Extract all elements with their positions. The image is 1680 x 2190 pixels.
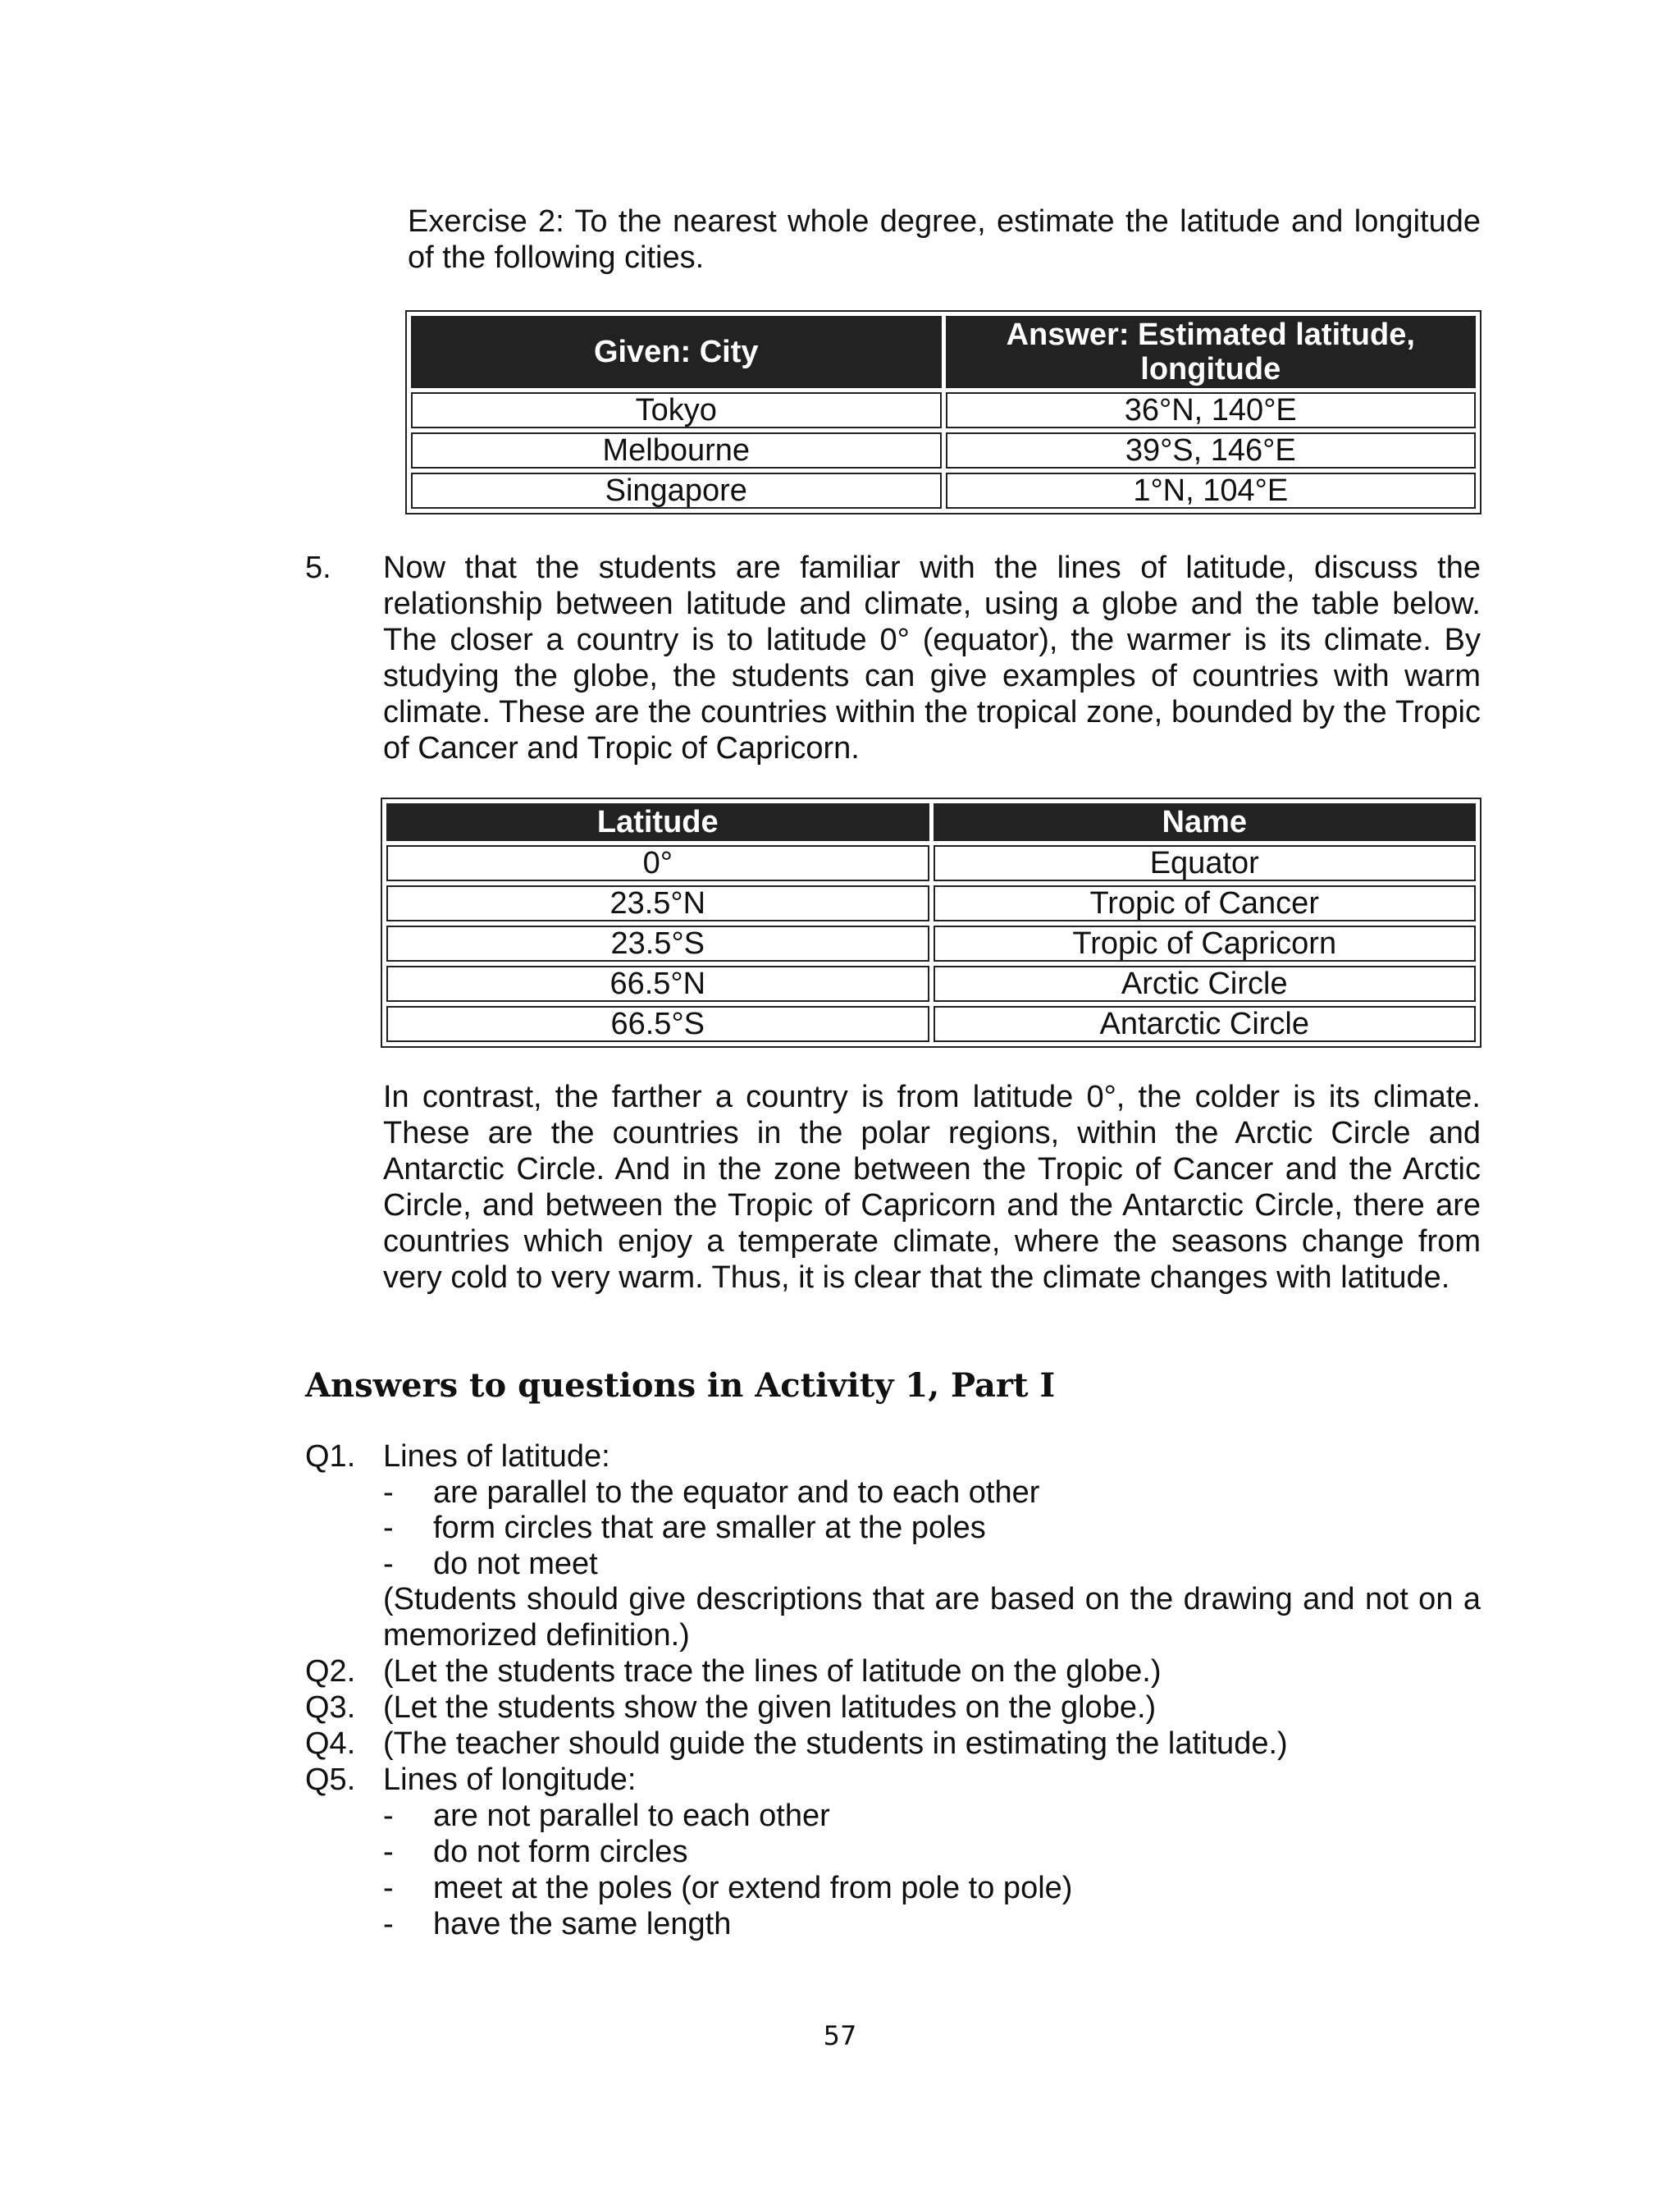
city-cell: Melbourne (411, 432, 942, 469)
coordinates-cell: 36°N, 140°E (946, 392, 1477, 428)
column-header-latitude: Latitude (386, 803, 929, 841)
coordinates-cell: 39°S, 146°E (946, 432, 1477, 469)
q2-label: Q2. (305, 1654, 356, 1689)
list-item: do not meet (433, 1547, 598, 1581)
q5-label: Q5. (305, 1763, 356, 1797)
coordinates-cell: 1°N, 104°E (946, 473, 1477, 509)
section-heading: Answers to questions in Activity 1, Part I (305, 1366, 1056, 1405)
bullet-dash: - (383, 1907, 394, 1941)
column-header-city: Given: City (411, 316, 942, 388)
latitude-cell: 23.5°N (386, 885, 929, 921)
q5-text: Lines of longitude: (383, 1763, 637, 1797)
table-header-row (386, 803, 1476, 841)
table-row (411, 392, 1476, 428)
latitude-cell: 23.5°S (386, 926, 929, 962)
table-row (411, 473, 1476, 509)
list-item: are parallel to the equator and to each other (433, 1475, 1040, 1510)
name-cell: Arctic Circle (934, 966, 1477, 1002)
city-coordinates-table (405, 310, 1481, 514)
bullet-dash: - (383, 1835, 394, 1869)
name-cell: Tropic of Cancer (934, 885, 1477, 921)
q1-note: (Students should give descriptions that are based on the drawing and not on a memorized definition.) (383, 1582, 1481, 1653)
list-item: do not form circles (433, 1835, 688, 1869)
q1-text: Lines of latitude: (383, 1439, 610, 1474)
name-cell: Equator (934, 845, 1477, 881)
bullet-dash: - (383, 1799, 394, 1833)
step-5-text: Now that the students are familiar with the lines of latitude, discuss the relationship between latitude and climate, using a globe and the table below. The closer a country is to latitude 0° (equator), the warmer is its climate. By studying the globe, the students can give examples of countries with warm climate. These are the countries within the tropical zone, bounded by the Tropic of Cancer and Tropic of Capricorn. (383, 551, 1481, 766)
q3-label: Q3. (305, 1690, 356, 1725)
contrast-paragraph: In contrast, the farther a country is from latitude 0°, the colder is its climate. These are the countries in the polar regions, within the Arctic Circle and Antarctic Circle. And in the zone between the Tropic of Cancer and the Arctic Circle, and between the Tropic of Capricorn and the Antarctic Circle, there are countries which enjoy a temperate climate, where the seasons change from very cold to very warm. Thus, it is clear that the climate changes with latitude. (383, 1080, 1481, 1295)
q1-label: Q1. (305, 1439, 356, 1474)
latitude-cell: 66.5°S (386, 1006, 929, 1042)
list-item: meet at the poles (or extend from pole to pole) (433, 1871, 1073, 1905)
q4-text: (The teacher should guide the students in estimating the latitude.) (383, 1726, 1288, 1761)
page-number: 57 (823, 2020, 857, 2051)
list-item: have the same length (433, 1907, 732, 1941)
q2-text: (Let the students trace the lines of latitude on the globe.) (383, 1654, 1162, 1689)
column-header-name: Name (934, 803, 1477, 841)
bullet-dash: - (383, 1547, 394, 1581)
latitude-cell: 0° (386, 845, 929, 881)
bullet-dash: - (383, 1871, 394, 1905)
q4-label: Q4. (305, 1726, 356, 1761)
column-header-answer: Answer: Estimated latitude, longitude (946, 316, 1477, 388)
table-row (386, 845, 1476, 881)
list-item: are not parallel to each other (433, 1799, 830, 1833)
step-number: 5. (305, 551, 331, 585)
latitude-names-table (381, 798, 1481, 1048)
table-row (386, 966, 1476, 1002)
exercise-intro: Exercise 2: To the nearest whole degree, estimate the latitude and longitude of the following cities. (408, 204, 1481, 275)
table-row (386, 1006, 1476, 1042)
bullet-dash: - (383, 1511, 394, 1545)
city-cell: Singapore (411, 473, 942, 509)
bullet-dash: - (383, 1475, 394, 1510)
table-row (411, 432, 1476, 469)
list-item: form circles that are smaller at the poles (433, 1511, 986, 1545)
latitude-cell: 66.5°N (386, 966, 929, 1002)
name-cell: Tropic of Capricorn (934, 926, 1477, 962)
table-header-row (411, 316, 1476, 388)
table-row (386, 885, 1476, 921)
q3-text: (Let the students show the given latitudes on the globe.) (383, 1690, 1157, 1725)
city-cell: Tokyo (411, 392, 942, 428)
name-cell: Antarctic Circle (934, 1006, 1477, 1042)
table-row (386, 926, 1476, 962)
